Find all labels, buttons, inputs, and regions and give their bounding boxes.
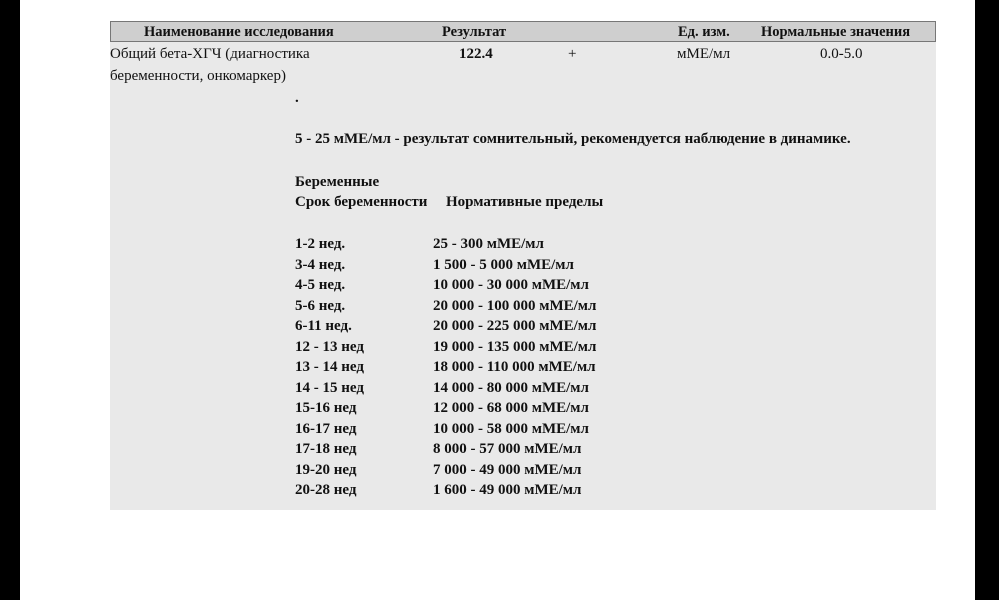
norm-term: 14 - 15 нед	[295, 379, 364, 396]
norm-term: 6-11 нед.	[295, 318, 352, 334]
norm-range: 7 000 - 49 000 мМЕ/мл	[433, 461, 582, 478]
col-term-heading: Срок беременности	[295, 194, 428, 210]
norm-term: 16-17 нед	[295, 420, 357, 437]
doubtful-note: 5 - 25 мМЕ/мл - результат сомнительный, рекомендуется наблюдение в динамике.	[295, 131, 851, 147]
norm-range: 14 000 - 80 000 мМЕ/мл	[433, 379, 589, 396]
norm-range: 12 000 - 68 000 мМЕ/мл	[433, 400, 589, 416]
norm-range: 10 000 - 30 000 мМЕ/мл	[433, 277, 589, 293]
norm-term: 4-5 нед.	[295, 277, 346, 293]
result-unit: мМЕ/мл	[677, 46, 731, 62]
header-unit: Ед. изм.	[678, 24, 730, 40]
test-name-line2: беременности, онкомаркер)	[110, 68, 286, 84]
header-result: Результат	[442, 24, 507, 40]
result-flag: +	[568, 46, 577, 62]
result-row	[110, 42, 936, 510]
norm-term: 17-18 нед	[295, 441, 357, 457]
norm-range: 19 000 - 135 000 мМЕ/мл	[433, 338, 597, 355]
test-name-line1: Общий бета-ХГЧ (диагностика	[110, 46, 310, 62]
norm-range: 20 000 - 225 000 мМЕ/мл	[433, 318, 597, 334]
norm-range: 1 600 - 49 000 мМЕ/мл	[433, 482, 582, 498]
norm-range: 20 000 - 100 000 мМЕ/мл	[433, 297, 597, 314]
norm-term: 19-20 нед	[295, 461, 357, 478]
pregnant-title: Беременные	[295, 174, 380, 190]
norm-term: 20-28 нед	[295, 482, 357, 498]
norm-term: 5-6 нед.	[295, 297, 346, 314]
norm-range: 18 000 - 110 000 мМЕ/мл	[433, 359, 596, 375]
norm-range: 10 000 - 58 000 мМЕ/мл	[433, 420, 589, 437]
norm-term: 12 - 13 нед	[295, 338, 364, 355]
header-norm: Нормальные значения	[761, 24, 911, 40]
result-value: 122.4	[459, 46, 493, 62]
document-page	[20, 0, 975, 600]
norm-term: 3-4 нед.	[295, 256, 346, 273]
norm-term: 1-2 нед.	[295, 236, 346, 252]
norm-range: 25 - 300 мМЕ/мл	[433, 236, 544, 252]
header-test-name: Наименование исследования	[144, 24, 334, 40]
result-norm: 0.0-5.0	[820, 46, 863, 62]
col-limits-heading: Нормативные пределы	[446, 194, 604, 210]
table-header	[110, 21, 936, 42]
norm-term: 13 - 14 нед	[295, 359, 364, 375]
note-dot: .	[295, 90, 299, 106]
norm-range: 1 500 - 5 000 мМЕ/мл	[433, 256, 574, 273]
norm-term: 15-16 нед	[295, 400, 357, 416]
norm-range: 8 000 - 57 000 мМЕ/мл	[433, 441, 582, 457]
